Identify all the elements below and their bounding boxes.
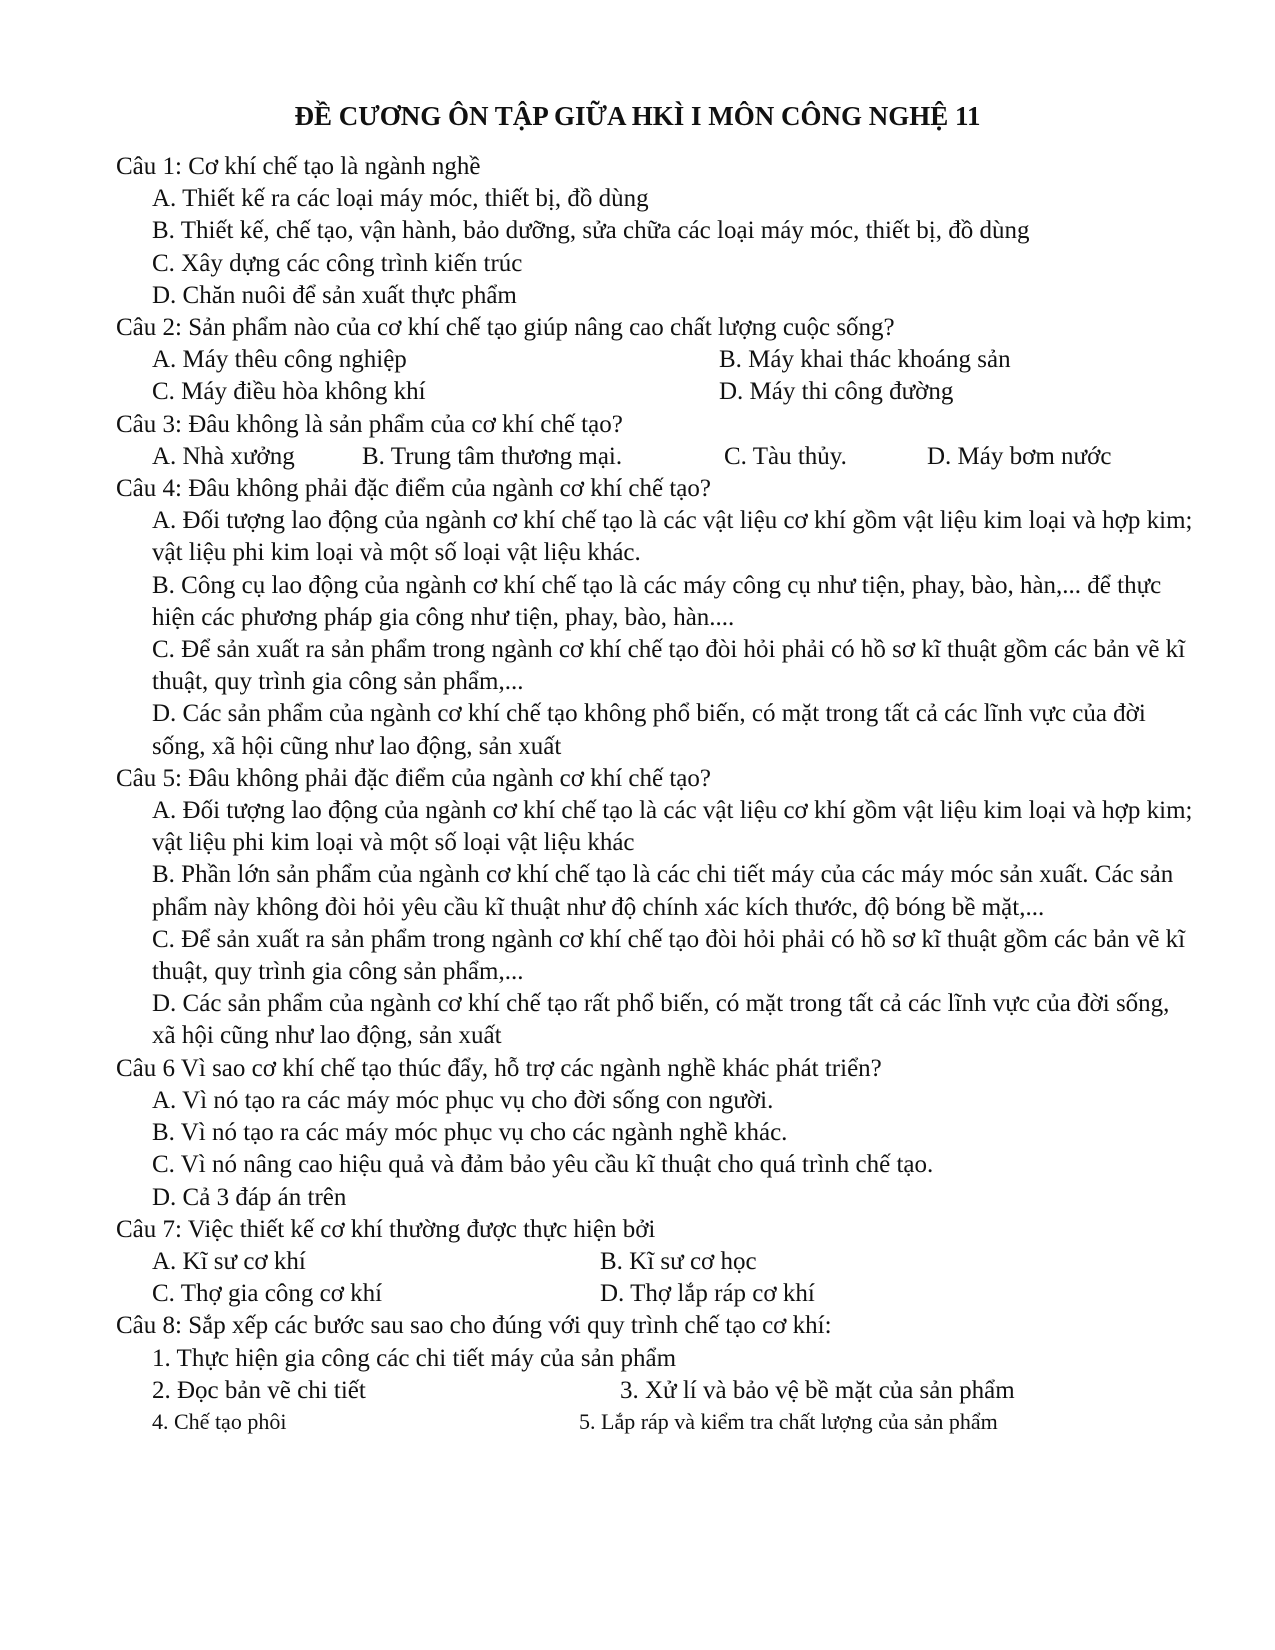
question-7-options-row-1 — [116, 1246, 1196, 1278]
question-8-steps-row-2 — [116, 1375, 1196, 1407]
question-4-option-d: D. Các sản phẩm của ngành cơ khí chế tạo không phổ biến, có mặt trong tất cả các lĩnh vực của đời sống, xã hội cũng như lao động, sản xuất — [152, 700, 1146, 760]
question-4-option-a: A. Đối tượng lao động của ngành cơ khí chế tạo là các vật liệu cơ khí gồm vật liệu kim loại và hợp kim; vật liệu phi kim loại và một số loại vật liệu khác. — [152, 507, 1193, 567]
question-8-step-4: 4. Chế tạo phôi — [152, 1408, 287, 1434]
question-7-option-c: C. Thợ gia công cơ khí — [152, 1280, 383, 1308]
question-6-option-b: B. Vì nó tạo ra các máy móc phục vụ cho các ngành nghề khác. — [152, 1119, 788, 1147]
question-8 — [116, 1310, 1196, 1437]
question-3-option-b: B. Trung tâm thương mại. — [362, 442, 623, 470]
question-1-option-b: B. Thiết kế, chế tạo, vận hành, bảo dưỡng, sửa chữa các loại máy móc, thiết bị, đồ dùng — [152, 217, 1030, 245]
question-5-option-a: A. Đối tượng lao động của ngành cơ khí chế tạo là các vật liệu cơ khí gồm vật liệu kim loại và hợp kim; vật liệu phi kim loại và một số loại vật liệu khác — [152, 797, 1193, 857]
question-2-text: Câu 2: Sản phẩm nào của cơ khí chế tạo giúp nâng cao chất lượng cuộc sống? — [116, 314, 895, 342]
question-8-step-5: 5. Lắp ráp và kiểm tra chất lượng của sản phẩm — [579, 1408, 998, 1434]
question-4-text: Câu 4: Đâu không phải đặc điểm của ngành cơ khí chế tạo? — [116, 475, 711, 503]
question-4 — [116, 473, 1196, 763]
question-1-option-c: C. Xây dựng các công trình kiến trúc — [152, 249, 523, 277]
question-list — [116, 151, 1196, 1437]
question-3-text: Câu 3: Đâu không là sản phẩm của cơ khí chế tạo? — [116, 410, 623, 438]
question-8-step-1: 1. Thực hiện gia công các chi tiết máy của sản phẩm — [152, 1344, 677, 1372]
question-6-option-c: C. Vì nó nâng cao hiệu quả và đảm bảo yêu cầu kĩ thuật cho quá trình chế tạo. — [152, 1151, 934, 1179]
question-4-option-b: B. Công cụ lao động của ngành cơ khí chế tạo là các máy công cụ như tiện, phay, bào, hàn,... để thực hiện các phương pháp gia công như tiện, phay, bào, hàn.... — [152, 571, 1162, 631]
question-2-options-row-1 — [116, 344, 1196, 376]
question-1-text: Câu 1: Cơ khí chế tạo là ngành nghề — [116, 153, 481, 180]
question-8-step-2: 2. Đọc bản vẽ chi tiết — [152, 1376, 366, 1404]
question-6 — [116, 1053, 1196, 1214]
question-1-option-d: D. Chăn nuôi để sản xuất thực phẩm — [152, 281, 517, 309]
question-2 — [116, 312, 1196, 409]
question-6-text: Câu 6 Vì sao cơ khí chế tạo thúc đẩy, hỗ trợ các ngành nghề khác phát triển? — [116, 1054, 882, 1082]
question-3-option-c: C. Tàu thủy. — [724, 442, 847, 470]
question-5-option-c: C. Để sản xuất ra sản phẩm trong ngành cơ khí chế tạo đòi hỏi phải có hồ sơ kĩ thuật gồm các bản vẽ kĩ thuật, quy trình gia công sản phẩm,... — [152, 925, 1186, 986]
question-5 — [116, 763, 1196, 1053]
question-6-option-a: A. Vì nó tạo ra các máy móc phục vụ cho đời sống con người. — [152, 1086, 774, 1114]
question-3-option-d: D. Máy bơm nước — [927, 442, 1112, 470]
question-7-options-row-2 — [116, 1278, 1196, 1310]
question-8-step-3: 3. Xử lí và bảo vệ bề mặt của sản phẩm — [620, 1376, 1015, 1404]
document-title: ĐỀ CƯƠNG ÔN TẬP GIỮA HKÌ I MÔN CÔNG NGHỆ 11 — [294, 101, 981, 131]
question-2-options-row-2 — [116, 376, 1196, 408]
question-1-option-a: A. Thiết kế ra các loại máy móc, thiết bị, đồ dùng — [152, 185, 649, 213]
question-2-option-c: C. Máy điều hòa không khí — [152, 378, 426, 406]
question-2-option-a: A. Máy thêu công nghiệp — [152, 346, 407, 374]
question-2-option-d: D. Máy thi công đường — [719, 378, 954, 406]
question-4-option-c: C. Để sản xuất ra sản phẩm trong ngành cơ khí chế tạo đòi hỏi phải có hồ sơ kĩ thuật gồm các bản vẽ kĩ thuật, quy trình gia công sản phẩm,... — [152, 636, 1186, 696]
question-7-option-d: D. Thợ lắp ráp cơ khí — [600, 1280, 815, 1308]
question-5-text: Câu 5: Đâu không phải đặc điểm của ngành cơ khí chế tạo? — [116, 764, 711, 792]
question-2-option-b: B. Máy khai thác khoáng sản — [719, 346, 1011, 374]
question-8-steps-row-3 — [116, 1407, 1196, 1437]
question-5-option-d: D. Các sản phẩm của ngành cơ khí chế tạo rất phổ biến, có mặt trong tất cả các lĩnh vực của đời sống, xã hội cũng như lao động, sản xuất — [152, 990, 1170, 1050]
question-7-option-a: A. Kĩ sư cơ khí — [152, 1247, 306, 1275]
question-3 — [116, 409, 1196, 473]
question-1 — [116, 151, 1196, 312]
question-8-text: Câu 8: Sắp xếp các bước sau sao cho đúng với quy trình chế tạo cơ khí: — [116, 1312, 832, 1340]
question-7-text: Câu 7: Việc thiết kế cơ khí thường được thực hiện bởi — [116, 1215, 656, 1243]
question-6-option-d: D. Cả 3 đáp án trên — [152, 1183, 347, 1211]
question-3-options-row — [116, 441, 1196, 473]
question-5-option-b: B. Phần lớn sản phẩm của ngành cơ khí chế tạo là các chi tiết máy của các máy móc sản xuất. Các sản phẩm này không đòi hỏi yêu cầu kĩ thuật như độ chính xác kích thước, độ bóng bề mặt,... — [152, 861, 1174, 921]
question-3-option-a: A. Nhà xưởng — [152, 442, 295, 470]
question-7-option-b: B. Kĩ sư cơ học — [600, 1247, 757, 1275]
question-7 — [116, 1214, 1196, 1311]
